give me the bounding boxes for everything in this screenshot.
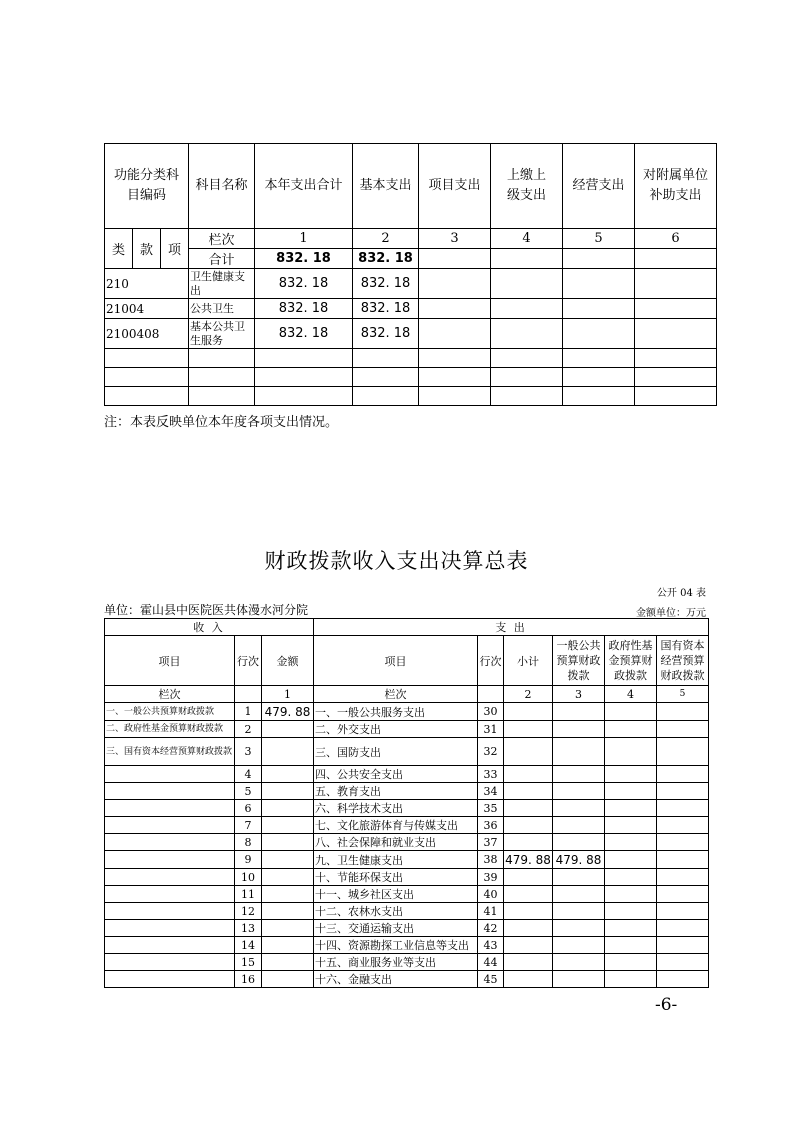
table-row — [105, 954, 709, 971]
header-subsidy: 对附属单位补助支出 — [635, 144, 717, 229]
amount — [262, 971, 314, 988]
line-number: 13 — [235, 920, 262, 937]
fund-budget — [605, 954, 657, 971]
section-income: 收 入 — [105, 619, 314, 636]
state-capital — [657, 937, 709, 954]
amount — [262, 834, 314, 851]
expense-line-number: 36 — [478, 817, 504, 834]
header-kuan: 款 — [133, 229, 161, 269]
expense-line-number: 34 — [478, 783, 504, 800]
state-capital — [657, 800, 709, 817]
expense-item: 八、社会保障和就业支出 — [314, 834, 478, 851]
general-budget — [553, 937, 605, 954]
line-number: 16 — [235, 971, 262, 988]
expense-item: 四、公共安全支出 — [314, 766, 478, 783]
income-item — [105, 971, 235, 988]
section-expense: 支 出 — [314, 619, 709, 636]
fund-budget — [605, 738, 657, 766]
general-budget — [553, 766, 605, 783]
amount — [262, 937, 314, 954]
header-line: 行次 — [235, 636, 262, 686]
amount — [262, 783, 314, 800]
amount — [262, 721, 314, 738]
expense-line-number: 38 — [478, 851, 504, 869]
fund-budget — [605, 903, 657, 920]
state-capital — [657, 920, 709, 937]
header-total: 本年支出合计 — [255, 144, 353, 229]
line-number: 5 — [235, 783, 262, 800]
header-upper: 上缴上级支出 — [491, 144, 563, 229]
general-budget — [553, 834, 605, 851]
state-capital — [657, 886, 709, 903]
income-item — [105, 783, 235, 800]
general-budget — [553, 738, 605, 766]
state-capital — [657, 851, 709, 869]
line-number: 8 — [235, 834, 262, 851]
expense-item: 十四、资源勘探工业信息等支出 — [314, 937, 478, 954]
header-basic: 基本支出 — [353, 144, 419, 229]
income-item — [105, 834, 235, 851]
lanci-2: 2 — [353, 229, 419, 249]
general-budget — [553, 920, 605, 937]
expense-item: 十一、城乡社区支出 — [314, 886, 478, 903]
subtotal — [504, 783, 553, 800]
amount — [262, 903, 314, 920]
income-item — [105, 920, 235, 937]
expense-line-number: 45 — [478, 971, 504, 988]
state-capital — [657, 783, 709, 800]
fund-budget — [605, 817, 657, 834]
income-item — [105, 817, 235, 834]
table-row — [105, 869, 709, 886]
subtotal — [504, 886, 553, 903]
expense-line-number: 42 — [478, 920, 504, 937]
money-unit-label: 金额单位：万元 — [636, 608, 706, 619]
fund-budget — [605, 721, 657, 738]
expense-line-number: 44 — [478, 954, 504, 971]
subtotal — [504, 937, 553, 954]
total-row — [105, 249, 717, 269]
header-expense-item: 项目 — [314, 636, 478, 686]
line-number: 14 — [235, 937, 262, 954]
line-number: 11 — [235, 886, 262, 903]
line-number: 3 — [235, 738, 262, 766]
income-item — [105, 851, 235, 869]
public-form-label: 公开 04 表 — [656, 588, 706, 599]
line-number: 4 — [235, 766, 262, 783]
amount — [262, 869, 314, 886]
fund-budget — [605, 886, 657, 903]
general-budget — [553, 783, 605, 800]
header-expense-line: 行次 — [478, 636, 504, 686]
state-capital — [657, 869, 709, 886]
fund-budget — [605, 920, 657, 937]
table-row — [105, 738, 709, 766]
lanci-5: 5 — [657, 686, 709, 703]
amount — [262, 954, 314, 971]
line-number: 15 — [235, 954, 262, 971]
subtotal — [504, 800, 553, 817]
state-capital — [657, 971, 709, 988]
expense-item: 十二、农林水支出 — [314, 903, 478, 920]
lanci-4: 4 — [605, 686, 657, 703]
table-row — [105, 783, 709, 800]
general-budget — [553, 817, 605, 834]
state-capital — [657, 954, 709, 971]
amount — [262, 766, 314, 783]
fund-budget — [605, 800, 657, 817]
lanci-1: 1 — [262, 686, 314, 703]
state-capital — [657, 817, 709, 834]
income-item — [105, 766, 235, 783]
expense-item: 三、国防支出 — [314, 738, 478, 766]
amount — [262, 738, 314, 766]
lanci-5: 5 — [563, 229, 635, 249]
fund-budget — [605, 703, 657, 721]
line-number: 7 — [235, 817, 262, 834]
expense-item: 十三、交通运输支出 — [314, 920, 478, 937]
expenditure-table — [104, 143, 717, 406]
lanci-label: 栏次 — [189, 229, 255, 249]
state-capital — [657, 766, 709, 783]
empty-row — [105, 387, 717, 406]
expense-line-number: 33 — [478, 766, 504, 783]
amount — [262, 920, 314, 937]
empty-row — [105, 368, 717, 387]
expense-line-number: 41 — [478, 903, 504, 920]
header-income-item: 项目 — [105, 636, 235, 686]
table-row — [105, 800, 709, 817]
subtotal — [504, 869, 553, 886]
expense-item: 五、教育支出 — [314, 783, 478, 800]
table-row — [105, 817, 709, 834]
expense-line-number: 30 — [478, 703, 504, 721]
income-item — [105, 800, 235, 817]
subtotal — [504, 721, 553, 738]
header-state: 国有资本经营预算财政拨款 — [657, 636, 709, 686]
header-general: 一般公共预算财政拨款 — [553, 636, 605, 686]
general-budget — [553, 886, 605, 903]
income-item — [105, 954, 235, 971]
table-row — [105, 886, 709, 903]
general-budget — [553, 800, 605, 817]
subtotal — [504, 834, 553, 851]
subtotal — [504, 920, 553, 937]
lanci-4: 4 — [491, 229, 563, 249]
header-lei: 类 — [105, 229, 133, 269]
subtotal — [504, 903, 553, 920]
page-title: 财政拨款收入支出决算总表 — [264, 549, 529, 573]
header-business: 经营支出 — [563, 144, 635, 229]
fund-budget — [605, 766, 657, 783]
expense-item: 十五、商业服务业等支出 — [314, 954, 478, 971]
state-capital — [657, 834, 709, 851]
page-number: -6- — [655, 995, 678, 1015]
income-item — [105, 903, 235, 920]
header-subtotal: 小计 — [504, 636, 553, 686]
expense-item: 二、外交支出 — [314, 721, 478, 738]
lanci-3: 3 — [419, 229, 491, 249]
header-amount: 金额 — [262, 636, 314, 686]
header-project: 项目支出 — [419, 144, 491, 229]
line-number: 1 — [235, 703, 262, 721]
state-capital — [657, 703, 709, 721]
fund-budget — [605, 869, 657, 886]
subtotal — [504, 971, 553, 988]
table-row — [105, 766, 709, 783]
general-budget — [553, 703, 605, 721]
income-item: 一、一般公共预算财政拨款 — [105, 703, 235, 721]
header-fund: 政府性基金预算财政拨款 — [605, 636, 657, 686]
amount: 479. 88 — [262, 703, 314, 721]
general-budget — [553, 903, 605, 920]
subtotal — [504, 738, 553, 766]
empty-row — [105, 349, 717, 368]
header-code: 功能分类科目编码 — [105, 144, 189, 229]
expense-item: 一、一般公共服务支出 — [314, 703, 478, 721]
expense-item: 十、节能环保支出 — [314, 869, 478, 886]
table-note: 注：本表反映单位本年度各项支出情况。 — [104, 415, 339, 430]
expense-item: 十六、金融支出 — [314, 971, 478, 988]
table-row — [105, 971, 709, 988]
expense-item: 九、卫生健康支出 — [314, 851, 478, 869]
lanci-label: 栏次 — [105, 686, 235, 703]
income-item — [105, 869, 235, 886]
amount — [262, 817, 314, 834]
lanci-6: 6 — [635, 229, 717, 249]
line-number: 10 — [235, 869, 262, 886]
total-amount: 832. 18 — [255, 249, 353, 269]
fund-budget — [605, 851, 657, 869]
amount — [262, 886, 314, 903]
table-row: 2100408 基本公共卫生服务 832. 18 832. 18 — [105, 319, 717, 349]
lanci-expense-label: 栏次 — [314, 686, 478, 703]
total-label: 合计 — [189, 249, 255, 269]
fund-budget — [605, 937, 657, 954]
fund-budget — [605, 971, 657, 988]
lanci-3: 3 — [553, 686, 605, 703]
table-row: 21004 公共卫生 832. 18 832. 18 — [105, 299, 717, 319]
amount — [262, 800, 314, 817]
fiscal-appropriation-table — [104, 618, 709, 988]
lanci-2: 2 — [504, 686, 553, 703]
state-capital — [657, 721, 709, 738]
header-name: 科目名称 — [189, 144, 255, 229]
state-capital — [657, 738, 709, 766]
general-budget — [553, 954, 605, 971]
unit-label: 单位：霍山县中医院医共体漫水河分院 — [104, 603, 309, 617]
fund-budget — [605, 834, 657, 851]
income-item: 二、政府性基金预算财政拨款 — [105, 721, 235, 738]
general-budget — [553, 869, 605, 886]
line-number: 6 — [235, 800, 262, 817]
table-row — [105, 703, 709, 721]
expense-line-number: 39 — [478, 869, 504, 886]
expense-line-number: 31 — [478, 721, 504, 738]
expense-line-number: 32 — [478, 738, 504, 766]
expense-line-number: 35 — [478, 800, 504, 817]
income-item — [105, 937, 235, 954]
table-row — [105, 721, 709, 738]
state-capital — [657, 903, 709, 920]
table-row — [105, 920, 709, 937]
lanci-1: 1 — [255, 229, 353, 249]
general-budget — [553, 721, 605, 738]
expense-line-number: 43 — [478, 937, 504, 954]
table-row — [105, 903, 709, 920]
income-item — [105, 886, 235, 903]
expense-item: 七、文化旅游体育与传媒支出 — [314, 817, 478, 834]
table-row — [105, 851, 709, 869]
subtotal — [504, 766, 553, 783]
line-number: 12 — [235, 903, 262, 920]
line-number: 9 — [235, 851, 262, 869]
expense-line-number: 37 — [478, 834, 504, 851]
table-row — [105, 834, 709, 851]
subtotal — [504, 703, 553, 721]
expense-line-number: 40 — [478, 886, 504, 903]
subtotal — [504, 817, 553, 834]
table-row: 210 卫生健康支出 832. 18 832. 18 — [105, 269, 717, 299]
line-number: 2 — [235, 721, 262, 738]
header-xiang: 项 — [161, 229, 189, 269]
income-item: 三、国有资本经营预算财政拨款 — [105, 738, 235, 766]
general-budget: 479. 88 — [553, 851, 605, 869]
subtotal — [504, 954, 553, 971]
expense-item: 六、科学技术支出 — [314, 800, 478, 817]
general-budget — [553, 971, 605, 988]
amount — [262, 851, 314, 869]
table-row — [105, 937, 709, 954]
subtotal: 479. 88 — [505, 852, 551, 867]
total-basic: 832. 18 — [353, 249, 419, 269]
fund-budget — [605, 783, 657, 800]
